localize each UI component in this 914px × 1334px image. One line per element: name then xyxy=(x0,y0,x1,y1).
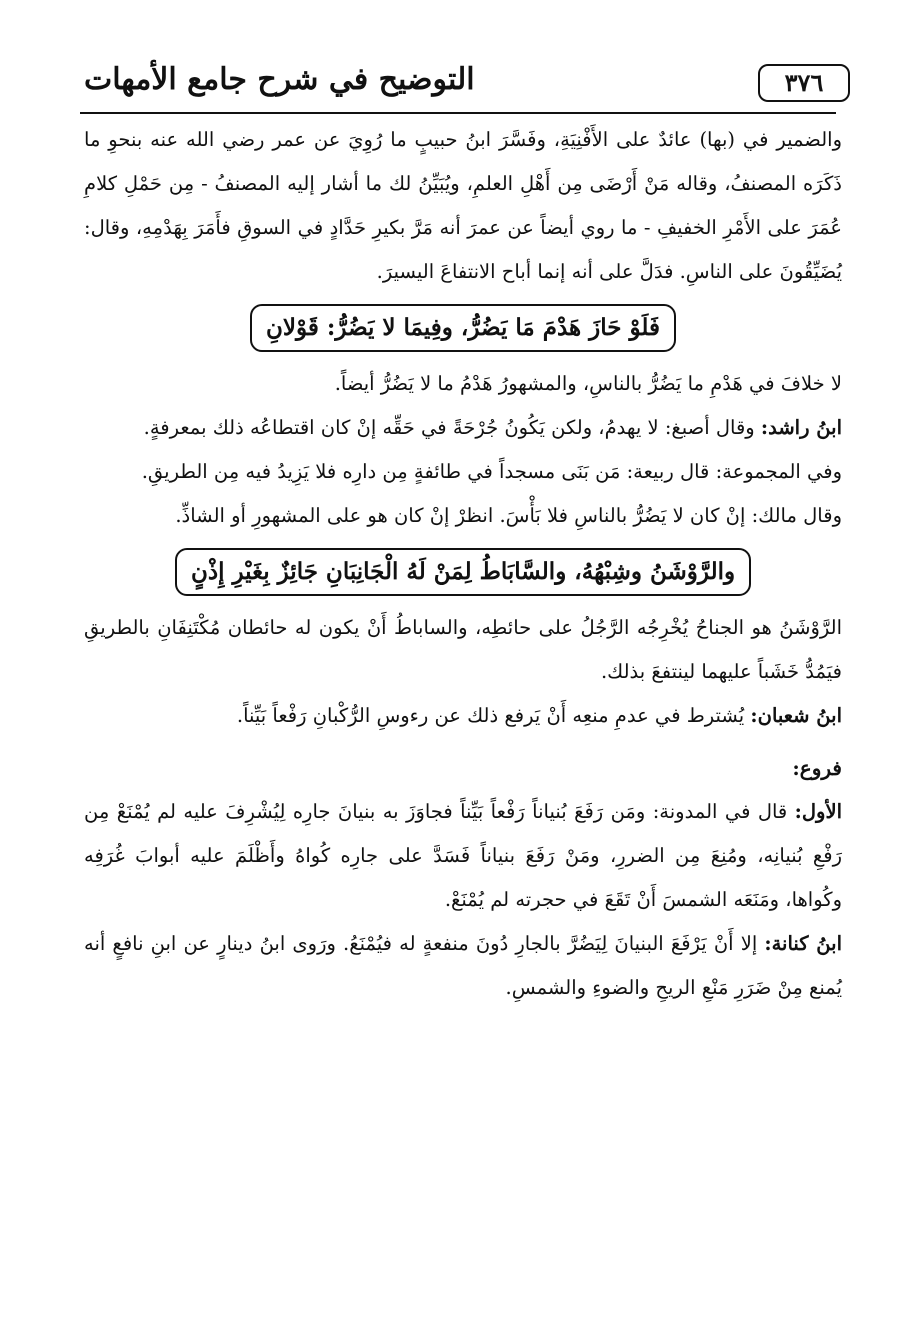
section-heading-box: فَلَوْ حَازَ هَدْمَ مَا يَضُرُّ، وفِيمَا لا يَضُرُّ: قَوْلانِ xyxy=(250,304,676,352)
paragraph xyxy=(84,694,842,738)
page-header xyxy=(80,56,850,110)
header-rule xyxy=(80,112,836,114)
paragraph xyxy=(84,406,842,450)
paragraph: وفي المجموعة: قال ربيعة: مَن بَنَى مسجداً في طائفةٍ مِن دارِه فلا يَزِيدُ فيه مِن الطريقِ. xyxy=(141,460,842,483)
section-heading-box: والرَّوْشَنُ وشِبْهُهُ، والسَّابَاطُ لِمَنْ لَهُ الْجَانِبَانِ جَائِزٌ بِغَيْرِ إِذْنٍ xyxy=(175,548,751,596)
furu-heading: فروع: xyxy=(792,756,842,780)
running-title: التوضيح في شرح جامع الأمهات xyxy=(84,62,475,97)
speaker-label: ابنُ شعبان: xyxy=(750,704,842,727)
page-body xyxy=(84,118,842,1010)
page-number: ٣٧٦ xyxy=(758,64,850,102)
paragraph: لا خلافَ في هَدْمِ ما يَضُرُّ بالناسِ، والمشهورُ هَدْمُ ما لا يَضُرُّ أيضاً. xyxy=(334,372,842,395)
paragraph: وقال مالك: إنْ كان لا يَضُرُّ بالناسِ فلا بَأْسَ. انظرْ إنْ كان هو على المشهورِ أو الشاذِّ. xyxy=(175,504,842,527)
paragraph: الرَّوْشَنُ هو الجناحُ يُخْرِجُه الرَّجُلُ على حائطِه، والساباطُ أَنْ يكون له حائطان مُكْتَنِفَانِ بالطريقِ فيَمُدُّ خَشَباً عليهما لينتفعَ بذلك. xyxy=(84,616,842,683)
paragraph-text: يُشترط في عدمِ منعِه أَنْ يَرفع ذلك عن رءوسِ الرُّكْبانِ رَفْعاً بَيِّناً. xyxy=(236,704,751,727)
paragraph-text: إلا أَنْ يَرْفَعَ البنيانَ لِيَضُرَّ بالجارِ دُونَ منفعةٍ له فيُمْنَعُ. ورَوى ابنُ دينارٍ عن ابنِ نافعٍ أنه يُمنع مِنْ ضَرَرِ مَنْعِ الريحِ والضوءِ والشمسِ. xyxy=(84,932,842,999)
speaker-label: ابنُ راشد: xyxy=(760,416,842,439)
speaker-label: الأول: xyxy=(794,800,842,823)
paragraph: والضمير في (بها) عائدٌ على الأَفْنِيَةِ، وفَسَّرَ ابنُ حبيبٍ ما رُوِيَ عن عمر رضي الله عنه بنحوِ ما ذَكَرَه المصنفُ، وقاله مَنْ أَرْضَى مِن أَهْلِ العلمِ، ويُبَيِّنُ لك ما أشار إليه المصنفُ - مِن حَمْلِ كلامِ عُمَرَ على الأَمْرِ الخفيفِ - ما روي أيضاً عن عمرَ أنه مَرَّ بكيرِ حَدَّادٍ في السوقِ فأَمَرَ بِهَدْمِهِ، وقال: يُضَيِّقُونَ على الناسِ. فدَلَّ على أنه إنما أباح الانتفاعَ اليسيرَ. xyxy=(84,128,842,283)
paragraph xyxy=(84,922,842,1010)
paragraph xyxy=(84,790,842,922)
paragraph-text: وقال أصبغ: لا يهدمُ، ولكن يَكُونُ جُرْحَةً في حَقِّه إنْ كان اقتطاعُه ذلك بمعرفةٍ. xyxy=(143,416,761,439)
speaker-label: ابنُ كنانة: xyxy=(764,932,842,955)
paragraph-text: قال في المدونة: ومَن رَفَعَ بُنياناً رَفْعاً بَيِّناً فجاوَزَ به بنيانَ جارِه لِيُشْرِفَ عليه لم يُمْنَعْ مِن رَفْعِ بُنيانِه، ومُنِعَ مِن الضررِ، ومَنْ رَفَعَ بنياناً فَسَدَّ على جارِه كُواهُ وأَظْلَمَ عليه أبوابَ غُرَفِه وكُواها، ومَنَعَه الشمسَ أَنْ تَقَعَ في حجرته لم يُمْنَعْ. xyxy=(84,800,842,911)
